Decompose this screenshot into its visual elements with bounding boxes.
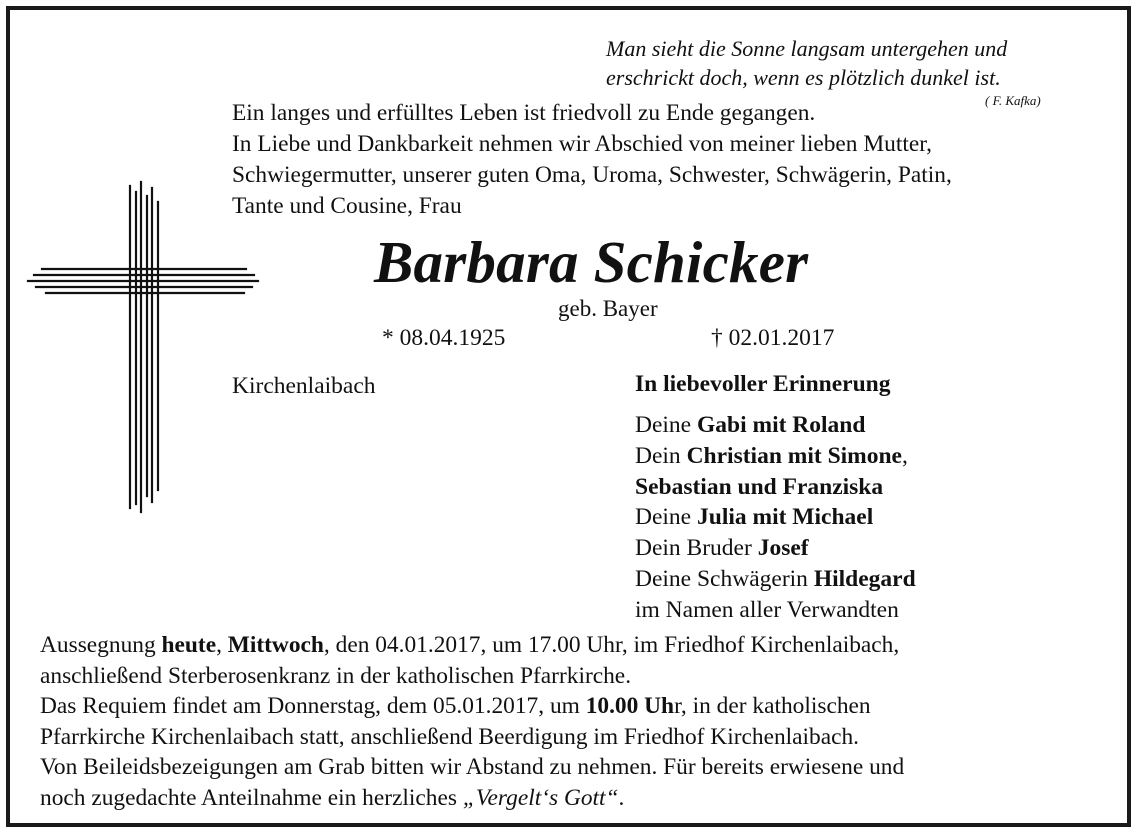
intro-line: In Liebe und Dankbarkeit nehmen wir Abschied von meiner lieben Mutter,	[232, 131, 932, 157]
funeral-notice	[40, 630, 904, 813]
notice-line	[40, 630, 904, 661]
mourner-line-segment: Deine	[635, 412, 697, 438]
notice-line-segment: Aussegnung	[40, 632, 162, 658]
intro-text	[232, 98, 952, 222]
quote-author: ( F. Kafka)	[985, 93, 1041, 108]
mourner-line	[635, 502, 916, 533]
notice-line-segment: anschließend Sterberosenkranz in der katholischen Pfarrkirche.	[40, 662, 632, 689]
notice-line-segment: Pfarrkirche Kirchenlaibach statt, anschließend Beerdigung im Friedhof Kirchenlaibach.	[40, 723, 860, 750]
notice-line-segment: noch zugedachte Anteilnahme ein herzliches	[40, 784, 463, 811]
mourner-line	[635, 564, 916, 595]
notice-line	[40, 661, 904, 692]
mourner-line-segment: Dein Bruder	[635, 535, 758, 562]
mourner-line-segment: Sebastian und Franziska	[635, 473, 884, 500]
intro-line: Tante und Cousine, Frau	[232, 193, 462, 219]
notice-line-segment: r, in der katholischen	[674, 693, 871, 719]
line-cross-icon	[24, 178, 260, 518]
birth-name: geb. Bayer	[558, 296, 658, 321]
notice-line-segment: Mittwoch	[227, 632, 324, 658]
notice-line	[40, 691, 904, 722]
notice-line-segment: Von Beileidsbezeigungen am Grab bitten wir Abstand zu nehmen. Für bereits erwiesene und	[40, 754, 905, 780]
deceased-name: Barbara Schicker	[374, 229, 809, 295]
notice-line	[40, 752, 904, 783]
mourner-line-segment: ,	[902, 442, 908, 469]
mourner-line-segment: Dein	[635, 442, 687, 469]
notice-line-segment: , den 04.01.2017, um 17.00 Uhr, im Friedhof Kirchenlaibach,	[323, 632, 900, 658]
intro-line: Schwiegermutter, unserer guten Oma, Uroma, Schwester, Schwägerin, Patin,	[232, 162, 952, 188]
mourners-list	[635, 410, 916, 626]
mourner-line-segment: Josef	[757, 535, 809, 562]
obituary-frame	[6, 6, 1131, 827]
mourners-heading: In liebevoller Erinnerung	[635, 371, 891, 397]
notice-line-segment: ,	[216, 632, 228, 658]
intro-line: Ein langes und erfülltes Leben ist friedvoll zu Ende gegangen.	[232, 100, 816, 126]
notice-line	[40, 722, 904, 753]
mourner-line-segment: Gabi mit Roland	[697, 412, 866, 438]
death-date: † 02.01.2017	[711, 325, 835, 351]
notice-line-segment: „Vergelt‘s Gott“	[462, 784, 619, 811]
notice-line	[40, 783, 904, 814]
mourner-line-segment: Christian mit Simone	[686, 442, 902, 469]
mourner-line	[635, 472, 916, 503]
mourner-line-segment: Julia mit Michael	[697, 504, 874, 531]
mourner-line-segment: Deine Schwägerin	[635, 565, 814, 592]
place-name: Kirchenlaibach	[232, 373, 376, 399]
notice-line-segment: .	[618, 784, 625, 811]
mourner-line	[635, 441, 916, 472]
birth-date: * 08.04.1925	[382, 325, 506, 351]
notice-line-segment: 10.00 Uh	[585, 693, 675, 719]
mourner-line	[635, 533, 916, 564]
mourner-line	[635, 595, 916, 626]
mourner-line-segment: Hildegard	[813, 565, 916, 592]
quote-line: Man sieht die Sonne langsam untergehen und	[606, 36, 1008, 61]
quote-line: erschrickt doch, wenn es plötzlich dunkel ist.	[606, 65, 1001, 90]
mourner-line-segment: im Namen aller Verwandten	[635, 596, 899, 623]
notice-line-segment: Das Requiem findet am Donnerstag, dem 05.01.2017, um	[40, 693, 586, 719]
mourner-line	[635, 410, 916, 441]
notice-line-segment: heute	[161, 632, 217, 658]
mourner-line-segment: Deine	[635, 504, 697, 531]
quote-text	[606, 34, 1007, 92]
